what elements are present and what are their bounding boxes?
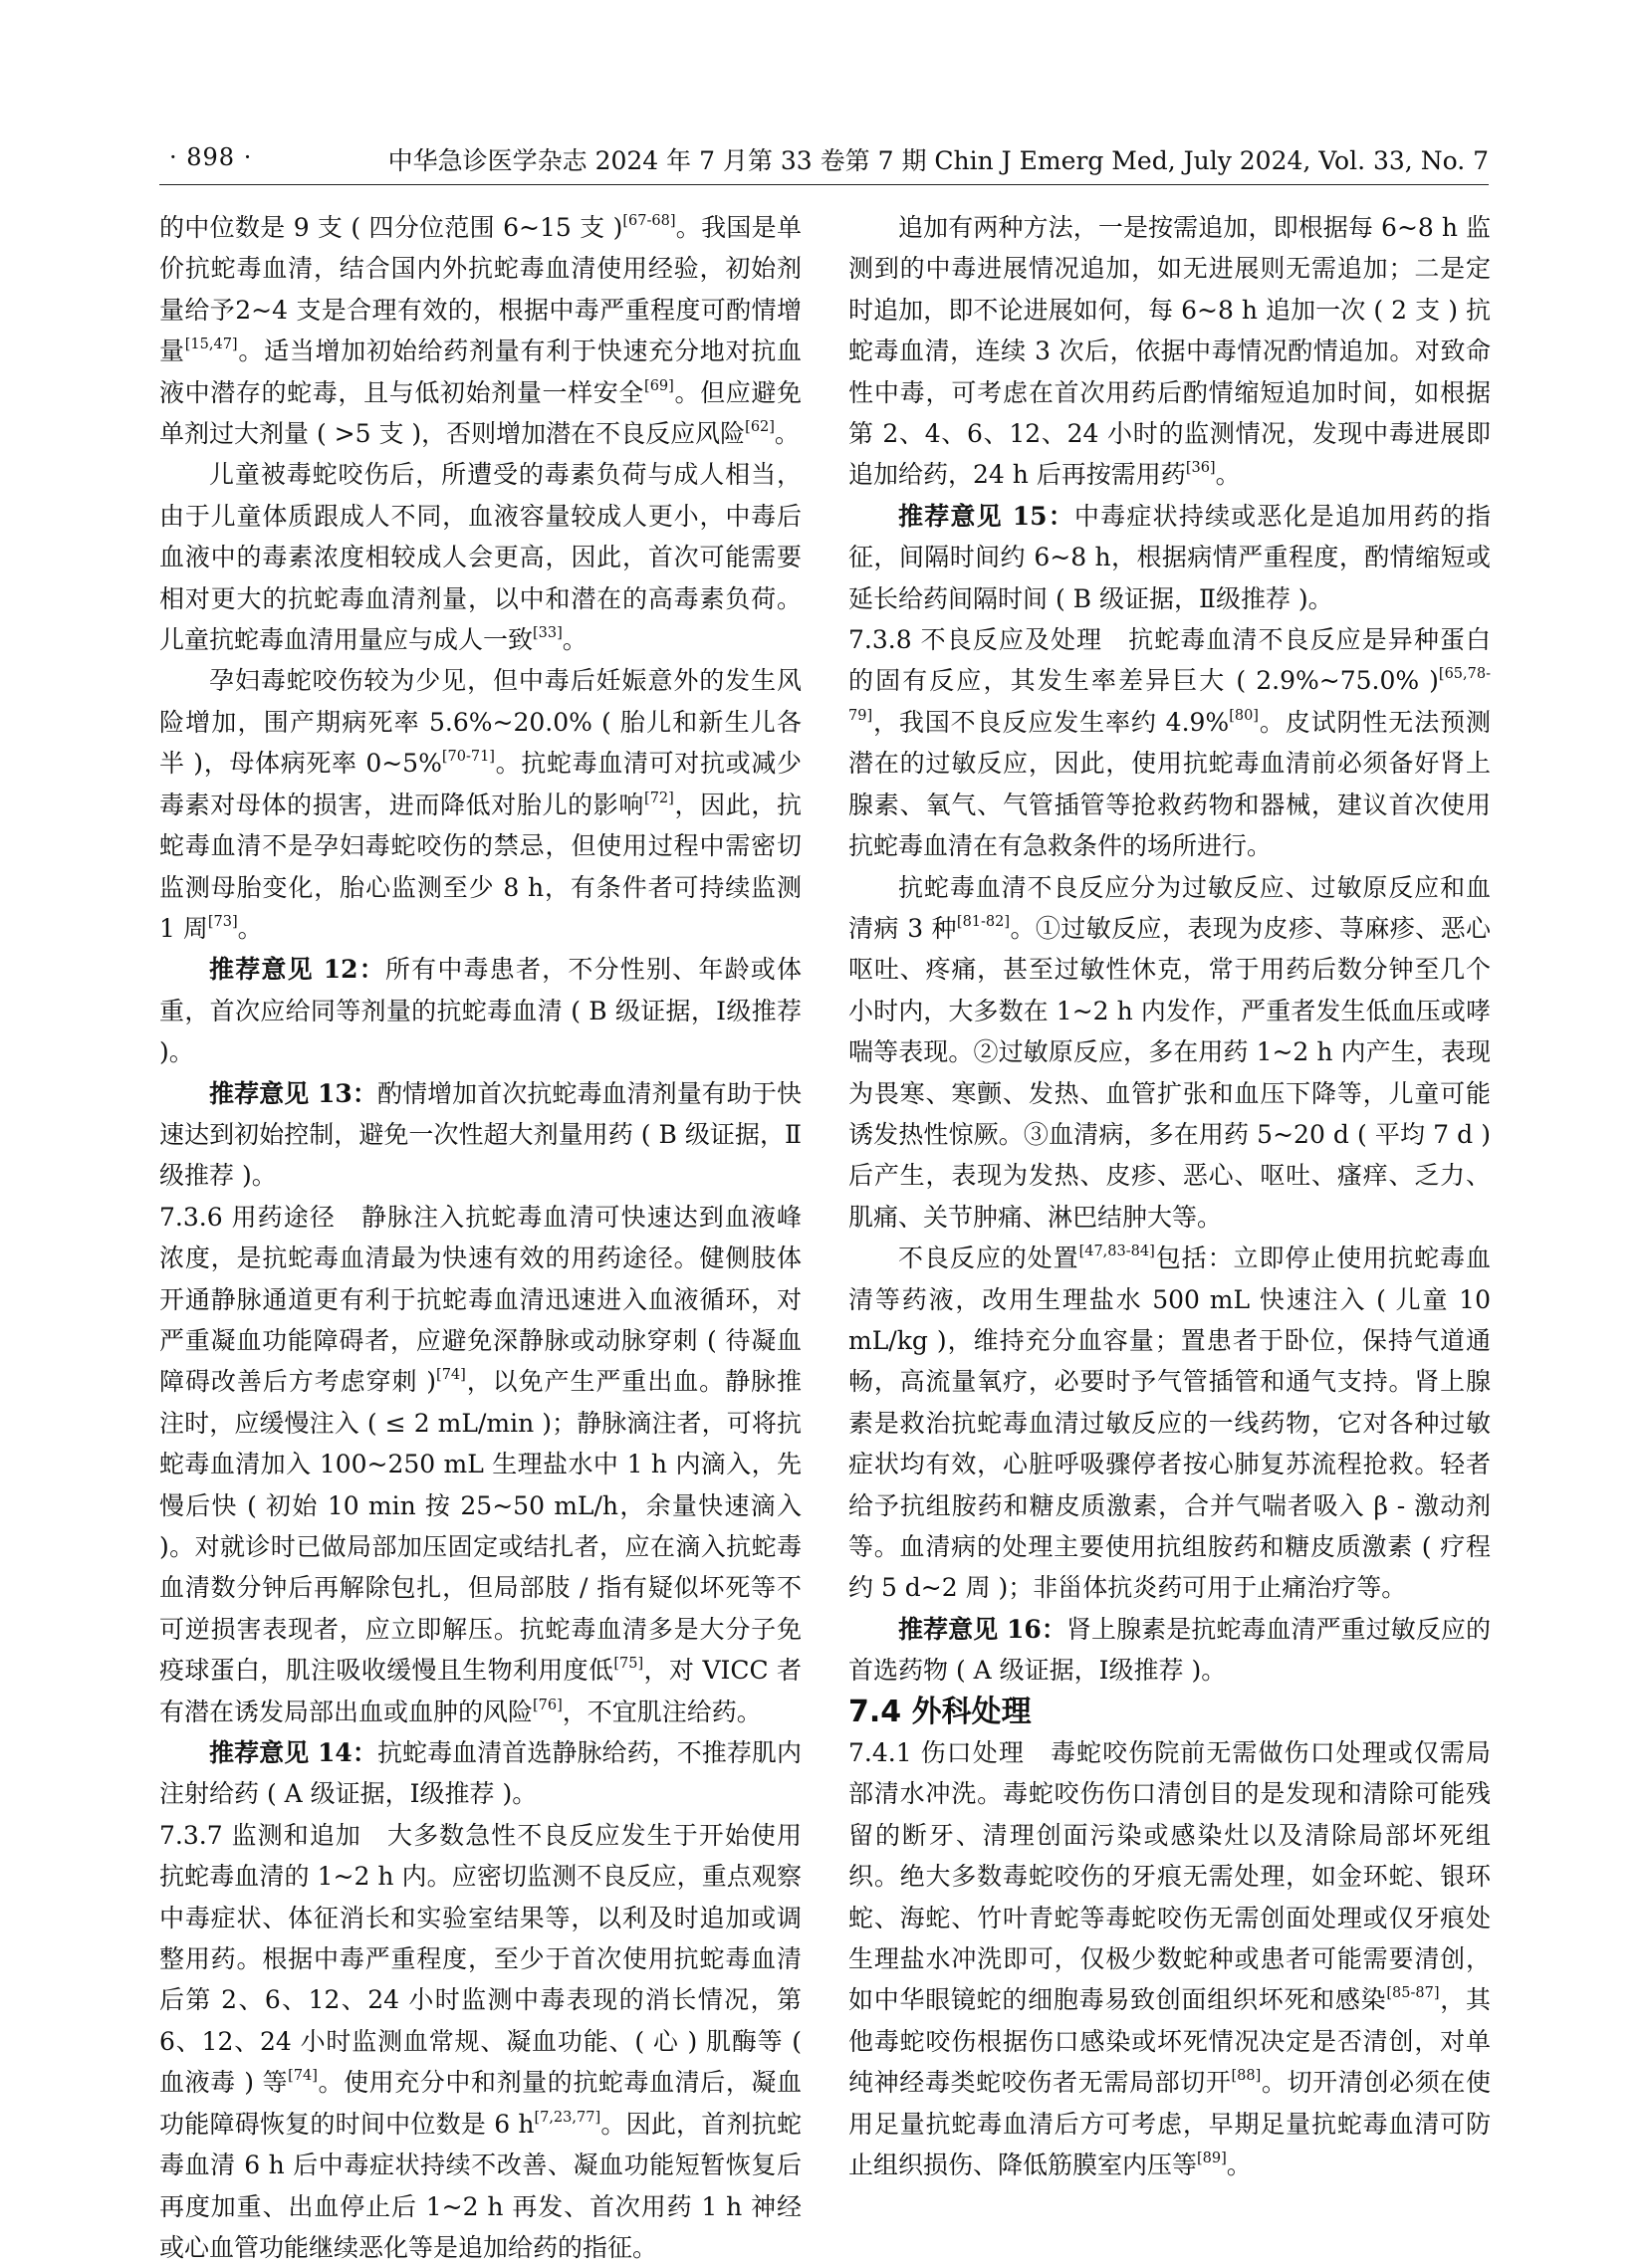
citation: [80]: [1229, 708, 1259, 724]
subsection-heading: 7.4.1 伤口处理: [848, 1738, 1025, 1768]
recommendation-label: 推荐意见 12：: [209, 955, 385, 985]
subsection-heading: 7.3.6 用药途径: [159, 1202, 336, 1232]
recommendation-label: 推荐意见 15：: [898, 501, 1074, 531]
paragraph: 的中位数是 9 支 ( 四分位范围 6~15 支 )[67-68]。我国是单价抗蛇毒血清，结合国内外抗蛇毒血清使用经验，初始剂量给予2~4 支是合理有效的，根据中毒严重程度可酌情增量[15,47]。适当增加初始给药剂量有利于快速充分地对抗血液中潜存的蛇毒，且与低初始剂量一样安全[69]。但应避免单剂过大剂量 ( >5 支 )，否则增加潜在不良反应风险[62]。: [159, 213, 802, 449]
citation: [74]: [436, 1367, 466, 1384]
citation: [88]: [1231, 2068, 1262, 2085]
subsection-heading: 7.3.7 监测和追加: [159, 1820, 361, 1850]
citation: [65,78-79]: [848, 666, 1491, 724]
citation: [69]: [644, 377, 674, 394]
section-7-4-1: 7.4.1 伤口处理 毒蛇咬伤院前无需做伤口处理或仅需局部清水冲洗。毒蛇咬伤伤口清创目的是发现和清除可能残留的断牙、清理创面污染或感染灶以及清除局部坏死组织。绝大多数毒蛇咬伤的牙痕无需处理，如金环蛇、银环蛇、海蛇、竹叶青蛇等毒蛇咬伤无需创面处理或仅牙痕处生理盐水冲洗即可，仅极少数蛇种或患者可能需要清创，如中华眼镜蛇的细胞毒易致创面组织坏死和感染[85-87]，其他毒蛇咬伤根据伤口感染或坏死情况决定是否清创，对单纯神经毒类蛇咬伤者无需局部切开[88]。切开清创必须在使用足量抗蛇毒血清后方可考虑，早期足量抗蛇毒血清可防止组织损伤、降低筋膜室内压等[89]。: [848, 1738, 1491, 2180]
recommendation-label: 推荐意见 14：: [209, 1738, 377, 1768]
citation: [74]: [288, 2068, 318, 2085]
recommendation-16: 推荐意见 16：肾上腺素是抗蛇毒血清严重过敏反应的首选药物 ( A 级证据，Ⅰ级推荐 )。: [848, 1614, 1491, 1686]
citation: [73]: [207, 914, 238, 931]
citation: [67-68]: [622, 213, 676, 230]
citation: [85-87]: [1386, 1985, 1440, 2002]
recommendation-15: 推荐意见 15：中毒症状持续或恶化是追加用药的指征，间隔时间约 6~8 h，根据病情严重程度，酌情缩短或延长给药间隔时间 ( B 级证据，Ⅱ级推荐 )。: [848, 501, 1491, 613]
running-head: 中华急诊医学杂志 2024 年 7 月第 33 卷第 7 期 Chin J Emerg Med, July 2024, Vol. 33, No. 7: [387, 146, 1489, 175]
recommendation-12: 推荐意见 12：所有中毒患者，不分性别、年龄或体重，首次应给同等剂量的抗蛇毒血清 ( B 级证据，Ⅰ级推荐 )。: [159, 955, 802, 1067]
citation: [7,23,77]: [534, 2109, 601, 2126]
recommendation-label: 推荐意见 16：: [898, 1614, 1066, 1644]
section-7-3-6: 7.3.6 用药途径 静脉注入抗蛇毒血清可快速达到血液峰浓度，是抗蛇毒血清最为快速有效的用药途径。健侧肢体开通静脉通道更有利于抗蛇毒血清迅速进入血液循环，对严重凝血功能障碍者，应避免深静脉或动脉穿刺 ( 待凝血障碍改善后方考虑穿刺 )[74]，以免产生严重出血。静脉推注时，应缓慢注入 ( ≤ 2 mL/min )；静脉滴注者，可将抗蛇毒血清加入 100~250 mL 生理盐水中 1 h 内滴入，先慢后快 ( 初始 10 min 按 25~50 mL/h，余量快速滴入 )。对就诊时已做局部加压固定或结扎者，应在滴入抗蛇毒血清数分钟后再解除包扎，但局部肢 / 指有疑似坏死等不可逆损害表现者，应立即解压。抗蛇毒血清多是大分子免疫球蛋白，肌注吸收缓慢且生物利用度低[75]，对 VICC 者有潜在诱发局部出血或血肿的风险[76]，不宜肌注给药。: [159, 1202, 802, 1726]
citation: [70-71]: [441, 749, 495, 766]
recommendation-label: 推荐意见 13：: [209, 1078, 377, 1108]
section-7-3-8: 7.3.8 不良反应及处理 抗蛇毒血清不良反应是异种蛋白的固有反应，其发生率差异巨大 ( 2.9%~75.0% )[65,78-79]，我国不良反应发生率约 4.9%[80]。皮试阴性无法预测潜在的过敏反应，因此，使用抗蛇毒血清前必须备好肾上腺素、氧气、气管插管等抢救药物和器械，建议首次使用抗蛇毒血清在有急救条件的场所进行。: [848, 625, 1491, 861]
citation: [62]: [745, 419, 775, 436]
page-header: [159, 139, 1489, 183]
page-number: · 898 ·: [169, 143, 253, 171]
citation: [89]: [1197, 2151, 1227, 2167]
citation: [75]: [613, 1656, 644, 1673]
recommendation-14: 推荐意见 14：抗蛇毒血清首选静脉给药，不推荐肌内注射给药 ( A 级证据，Ⅰ级推荐 )。: [159, 1738, 802, 1809]
citation: [81-82]: [956, 914, 1011, 931]
left-column: [159, 207, 802, 2268]
right-column: [848, 207, 1491, 2186]
paragraph: 孕妇毒蛇咬伤较为少见，但中毒后妊娠意外的发生风险增加，围产期病死率 5.6%~20.0% ( 胎儿和新生儿各半 )，母体病死率 0~5%[70-71]。抗蛇毒血清可对抗或减少毒素对母体的损害，进而降低对胎儿的影响[72]，因此，抗蛇毒血清不是孕妇毒蛇咬伤的禁忌，但使用过程中需密切监测母胎变化，胎心监测至少 8 h，有条件者可持续监测 1 周[73]。: [159, 666, 802, 943]
citation: [72]: [644, 790, 674, 806]
header-rule: [159, 184, 1489, 185]
subsection-heading: 7.3.8 不良反应及处理: [848, 625, 1103, 655]
recommendation-13: 推荐意见 13：酌情增加首次抗蛇毒血清剂量有助于快速达到初始控制，避免一次性超大剂量用药 ( B 级证据，Ⅱ级推荐 )。: [159, 1078, 802, 1191]
citation: [47,83-84]: [1078, 1244, 1155, 1260]
citation: [15,47]: [184, 337, 238, 353]
citation: [33]: [533, 625, 563, 642]
paragraph: 不良反应的处置[47,83-84]包括：立即停止使用抗蛇毒血清等药液，改用生理盐水 500 mL 快速注入 ( 儿童 10 mL/kg )，维持充分血容量；置患者于卧位，保持气道通畅，高流量氧疗，必要时予气管插管和通气支持。肾上腺素是救治抗蛇毒血清过敏反应的一线药物，它对各种过敏症状均有效，心脏呼吸骤停者按心肺复苏流程抢救。轻者给予抗组胺药和糖皮质激素，合并气喘者吸入 β - 激动剂等。血清病的处理主要使用抗组胺药和糖皮质激素 ( 疗程约 5 d~2 周 )；非甾体抗炎药可用于止痛治疗等。: [848, 1244, 1491, 1603]
paragraph: 追加有两种方法，一是按需追加，即根据每 6~8 h 监测到的中毒进展情况追加，如无进展则无需追加；二是定时追加，即不论进展如何，每 6~8 h 追加一次 ( 2 支 ) 抗蛇毒血清，连续 3 次后，依据中毒情况酌情追加。对致命性中毒，可考虑在首次用药后酌情缩短追加时间，如根据第 2、4、6、12、24 小时的监测情况，发现中毒进展即追加给药，24 h 后再按需用药[36]。: [848, 213, 1491, 490]
paragraph: 儿童被毒蛇咬伤后，所遭受的毒素负荷与成人相当，由于儿童体质跟成人不同，血液容量较成人更小，中毒后血液中的毒素浓度相较成人会更高，因此，首次可能需要相对更大的抗蛇毒血清剂量，以中和潜在的高毒素负荷。儿童抗蛇毒血清用量应与成人一致[33]。: [159, 460, 802, 655]
section-heading-7-4: 7.4 外科处理: [848, 1694, 1032, 1729]
section-7-3-7: 7.3.7 监测和追加 大多数急性不良反应发生于开始使用抗蛇毒血清的 1~2 h 内。应密切监测不良反应，重点观察中毒症状、体征消长和实验室结果等，以利及时追加或调整用药。根据中毒严重程度，至少于首次使用抗蛇毒血清后第 2、6、12、24 小时监测中毒表现的消长情况，第 6、12、24 小时监测血常规、凝血功能、( 心 ) 肌酶等 ( 血液毒 ) 等[74]。使用充分中和剂量的抗蛇毒血清后，凝血功能障碍恢复的时间中位数是 6 h[7,23,77]。因此，首剂抗蛇毒血清 6 h 后中毒症状持续不改善、凝血功能短暂恢复后再度加重、出血停止后 1~2 h 再发、首次用药 1 h 神经或心血管功能继续恶化等是追加给药的指征。: [159, 1820, 802, 2262]
paragraph: 抗蛇毒血清不良反应分为过敏反应、过敏原反应和血清病 3 种[81-82]。①过敏反应，表现为皮疹、荨麻疹、恶心呕吐、疼痛，甚至过敏性休克，常于用药后数分钟至几个小时内，大多数在 1~2 h 内发作，严重者发生低血压或哮喘等表现。②过敏原反应，多在用药 1~2 h 内产生，表现为畏寒、寒颤、发热、血管扩张和血压下降等，儿童可能诱发热性惊厥。③血清病，多在用药 5~20 d ( 平均 7 d ) 后产生，表现为发热、皮疹、恶心、呕吐、瘙痒、乏力、肌痛、关节肿痛、淋巴结肿大等。: [848, 872, 1491, 1232]
citation: [76]: [533, 1697, 563, 1713]
citation: [36]: [1185, 460, 1216, 477]
